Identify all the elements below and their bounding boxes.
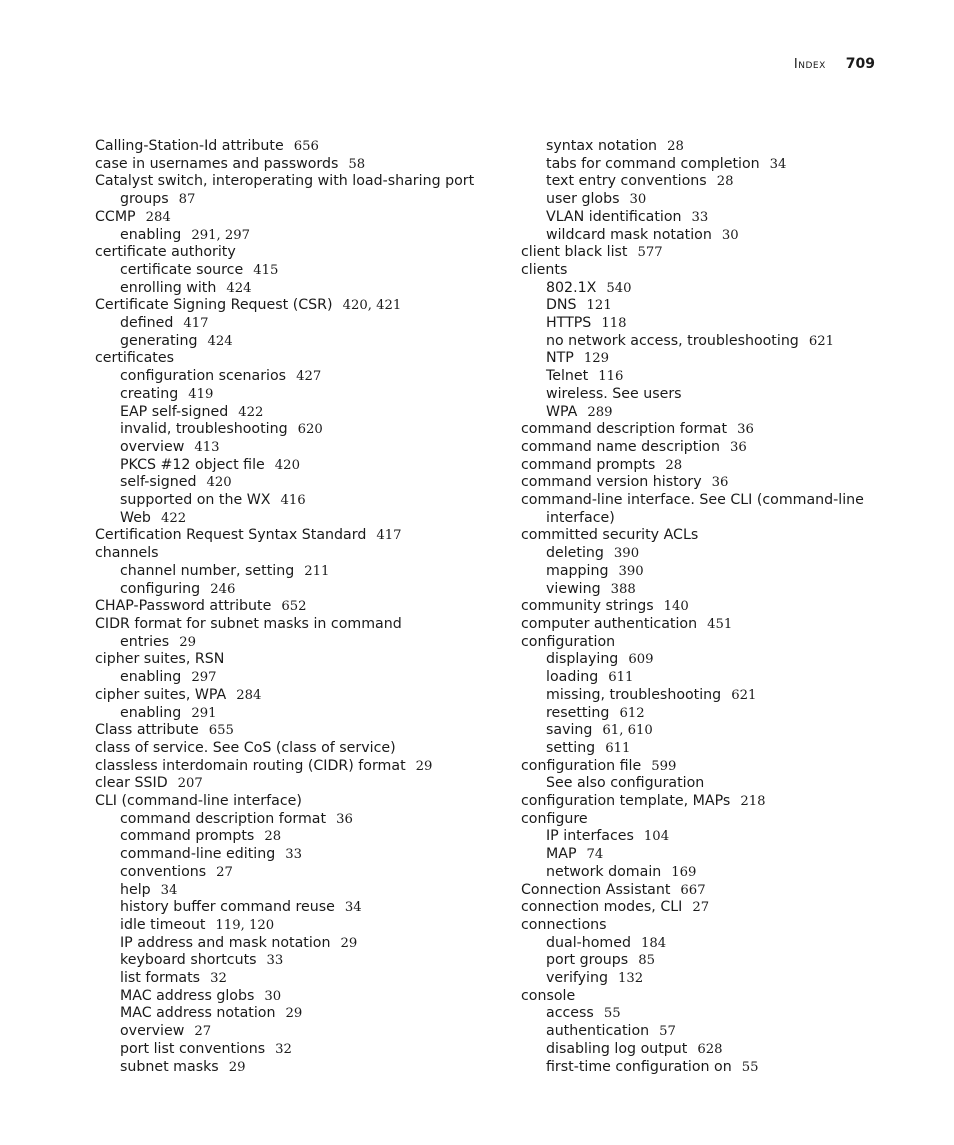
entry-pages: 451 xyxy=(707,616,733,632)
entry-pages: 207 xyxy=(177,776,203,792)
entry-term: Catalyst switch, interoperating with load-sharing port groups xyxy=(95,173,475,208)
index-entry xyxy=(521,244,871,262)
index-subentry xyxy=(95,386,475,404)
entry-term: access xyxy=(546,1005,594,1022)
entry-term: tabs for command completion xyxy=(546,155,760,172)
entry-term: case in usernames and passwords xyxy=(95,155,339,172)
entry-term: idle timeout xyxy=(120,916,206,933)
entry-term: Certification Request Syntax Standard xyxy=(95,527,367,544)
entry-pages: 609 xyxy=(628,652,654,668)
entry-term: wildcard mask notation xyxy=(546,226,712,243)
entry-term: classless interdomain routing (CIDR) format xyxy=(95,757,406,774)
index-subentry xyxy=(95,899,475,917)
index-entry xyxy=(521,811,871,829)
index-subentry xyxy=(521,1023,871,1041)
entry-term: setting xyxy=(546,739,596,756)
entry-term: 802.1X xyxy=(546,279,597,296)
entry-term: command prompts xyxy=(521,456,656,473)
entry-term: console xyxy=(521,987,576,1004)
index-entry xyxy=(521,439,871,457)
entry-term: CIDR format for subnet masks in command entries xyxy=(95,615,402,650)
index-subentry xyxy=(521,297,871,315)
entry-pages: 118 xyxy=(601,316,627,332)
entry-pages: 656 xyxy=(293,139,319,154)
entry-term: enrolling with xyxy=(120,279,217,296)
entry-pages: 291, 297 xyxy=(191,227,251,243)
entry-term: Certificate Signing Request (CSR) xyxy=(95,297,333,314)
entry-pages: 620 xyxy=(297,422,323,438)
index-subentry xyxy=(95,1023,475,1041)
entry-pages: 27 xyxy=(692,900,710,916)
entry-pages: 284 xyxy=(145,209,171,225)
entry-pages: 27 xyxy=(216,864,233,880)
entry-term: NTP xyxy=(546,350,574,367)
index-subentry xyxy=(521,368,871,386)
index-entry xyxy=(521,262,871,280)
index-entry xyxy=(521,758,871,776)
entry-term: CHAP-Password attribute xyxy=(95,598,272,615)
entry-term: certificate source xyxy=(120,261,244,278)
index-subentry xyxy=(521,173,871,191)
index-entry xyxy=(95,722,475,740)
entry-term: command description format xyxy=(120,810,327,827)
entry-term: enabling xyxy=(120,226,182,243)
index-entry xyxy=(521,492,871,527)
index-entry xyxy=(521,917,871,935)
entry-pages: 33 xyxy=(266,953,284,969)
entry-term: loading xyxy=(546,669,599,686)
index-entry xyxy=(521,527,871,545)
index-entry xyxy=(95,687,475,705)
index-subentry xyxy=(95,864,475,882)
entry-term: invalid, troubleshooting xyxy=(120,421,288,438)
index-subentry xyxy=(95,669,475,687)
index-subentry xyxy=(521,563,871,581)
index-entry xyxy=(521,634,871,652)
entry-term: configure xyxy=(521,810,588,827)
entry-pages: 416 xyxy=(280,493,306,509)
entry-term: VLAN identification xyxy=(546,208,682,225)
entry-term: command prompts xyxy=(120,828,255,845)
entry-pages: 611 xyxy=(605,740,631,756)
index-entry xyxy=(95,758,475,776)
entry-pages: 32 xyxy=(275,1041,292,1057)
entry-term: configuration xyxy=(521,633,616,650)
entry-term: computer authentication xyxy=(521,615,698,632)
index-subentry xyxy=(95,474,475,492)
entry-term: connections xyxy=(521,916,607,933)
entry-pages: 28 xyxy=(665,457,683,473)
entry-pages: 28 xyxy=(716,174,734,190)
entry-term: network domain xyxy=(546,863,662,880)
entry-term: Connection Assistant xyxy=(521,881,671,898)
index-subentry xyxy=(95,280,475,298)
entry-pages: 540 xyxy=(606,280,632,296)
entry-term: IP interfaces xyxy=(546,828,634,845)
index-entry xyxy=(95,173,475,208)
entry-term: configuring xyxy=(120,580,201,597)
index-subentry xyxy=(521,280,871,298)
entry-term: MAP xyxy=(546,846,577,863)
index-entry xyxy=(95,545,475,563)
page-number: 709 xyxy=(845,56,875,72)
entry-pages: 36 xyxy=(711,475,729,491)
entry-term: PKCS #12 object file xyxy=(120,456,265,473)
entry-term: verifying xyxy=(546,970,608,987)
index-subentry xyxy=(95,368,475,386)
entry-pages: 417 xyxy=(376,528,402,544)
entry-pages: 33 xyxy=(691,209,709,225)
entry-pages: 424 xyxy=(207,333,233,349)
entry-term: class of service. See CoS (class of service) xyxy=(95,739,396,756)
entry-term: EAP self-signed xyxy=(120,403,229,420)
index-subentry xyxy=(521,970,871,988)
index-subentry xyxy=(521,775,871,793)
index-subentry xyxy=(95,705,475,723)
entry-term: cipher suites, WPA xyxy=(95,686,227,703)
entry-term: no network access, troubleshooting xyxy=(546,332,799,349)
entry-pages: 104 xyxy=(643,829,670,845)
index-subentry xyxy=(521,651,871,669)
entry-pages: 27 xyxy=(194,1024,212,1040)
entry-term: command description format xyxy=(521,421,728,438)
entry-pages: 29 xyxy=(415,758,433,774)
entry-term: Calling-Station-Id attribute xyxy=(95,138,284,154)
index-entry xyxy=(521,793,871,811)
index-subentry xyxy=(95,846,475,864)
entry-term: certificates xyxy=(95,350,174,367)
entry-pages: 621 xyxy=(808,333,834,349)
index-entry xyxy=(521,457,871,475)
index-entry xyxy=(95,616,475,651)
index-subentry xyxy=(95,1059,475,1077)
entry-pages: 420 xyxy=(274,457,300,473)
entry-term: first-time configuration on xyxy=(546,1058,732,1075)
entry-pages: 129 xyxy=(583,351,610,367)
entry-pages: 420, 421 xyxy=(342,298,402,314)
index-subentry xyxy=(95,262,475,280)
index-subentry xyxy=(95,510,475,528)
entry-term: DNS xyxy=(546,297,577,314)
index-subentry xyxy=(95,404,475,422)
index-subentry xyxy=(521,386,871,404)
entry-term: authentication xyxy=(546,1023,650,1040)
entry-term: connection modes, CLI xyxy=(521,899,683,916)
entry-pages: 58 xyxy=(348,156,366,172)
entry-term: self-signed xyxy=(120,474,197,491)
entry-pages: 33 xyxy=(285,847,303,863)
index-subentry xyxy=(95,988,475,1006)
index-entry xyxy=(95,297,475,315)
index-subentry xyxy=(95,315,475,333)
index-subentry xyxy=(521,227,871,245)
index-subentry xyxy=(521,1005,871,1023)
entry-term: See also configuration xyxy=(546,775,705,792)
entry-term: port list conventions xyxy=(120,1040,266,1057)
index-column-left xyxy=(95,138,475,1076)
index-entry xyxy=(95,775,475,793)
index-entry xyxy=(95,156,475,174)
index-subentry xyxy=(95,952,475,970)
entry-pages: 29 xyxy=(285,1006,303,1022)
entry-pages: 57 xyxy=(659,1024,676,1040)
entry-term: disabling log output xyxy=(546,1040,688,1057)
entry-term: user globs xyxy=(546,191,620,208)
index-entry xyxy=(521,899,871,917)
index-subentry xyxy=(521,935,871,953)
entry-term: deleting xyxy=(546,545,604,562)
entry-term: missing, troubleshooting xyxy=(546,686,722,703)
entry-pages: 621 xyxy=(731,687,757,703)
entry-term: mapping xyxy=(546,562,609,579)
entry-term: IP address and mask notation xyxy=(120,934,331,951)
index-entry xyxy=(521,598,871,616)
entry-term: configuration file xyxy=(521,757,642,774)
entry-pages: 291 xyxy=(191,705,217,721)
entry-pages: 29 xyxy=(228,1059,246,1075)
entry-term: WPA xyxy=(546,403,578,420)
index-entry xyxy=(95,138,475,156)
index-subentry xyxy=(95,935,475,953)
entry-term: committed security ACLs xyxy=(521,527,699,544)
entry-term: text entry conventions xyxy=(546,173,707,190)
index-subentry xyxy=(95,1041,475,1059)
entry-pages: 628 xyxy=(697,1041,723,1057)
entry-term: configuration scenarios xyxy=(120,368,287,385)
entry-pages: 599 xyxy=(651,758,677,774)
index-entry xyxy=(95,527,475,545)
entry-term: certificate authority xyxy=(95,244,236,261)
index-subentry xyxy=(95,439,475,457)
entry-term: Telnet xyxy=(546,368,589,385)
index-subentry xyxy=(521,864,871,882)
entry-pages: 413 xyxy=(194,439,220,455)
entry-pages: 29 xyxy=(179,634,196,650)
index-entry xyxy=(95,209,475,227)
index-column-right xyxy=(521,138,871,1076)
entry-term: conventions xyxy=(120,863,207,880)
entry-pages: 284 xyxy=(236,687,262,703)
index-subentry xyxy=(95,457,475,475)
entry-term: clients xyxy=(521,261,568,278)
entry-pages: 30 xyxy=(629,192,647,208)
entry-pages: 667 xyxy=(680,882,706,898)
index-entry xyxy=(95,350,475,368)
index-subentry xyxy=(95,333,475,351)
entry-term: channels xyxy=(95,545,159,562)
entry-pages: 116 xyxy=(598,369,624,385)
index-subentry xyxy=(521,828,871,846)
entry-term: subnet masks xyxy=(120,1058,219,1075)
index-subentry xyxy=(95,882,475,900)
entry-term: defined xyxy=(120,315,174,332)
entry-term: command-line interface. See CLI (command-line interface) xyxy=(521,492,864,526)
index-subentry xyxy=(521,545,871,563)
index-subentry xyxy=(521,350,871,368)
index-subentry xyxy=(521,705,871,723)
entry-pages: 424 xyxy=(226,280,252,296)
index-subentry xyxy=(521,846,871,864)
entry-pages: 140 xyxy=(663,599,689,615)
entry-term: viewing xyxy=(546,580,601,597)
index-entry xyxy=(521,988,871,1006)
entry-pages: 30 xyxy=(264,988,282,1004)
entry-pages: 246 xyxy=(210,581,236,597)
index-subentry xyxy=(521,315,871,333)
entry-pages: 211 xyxy=(304,563,330,579)
entry-term: enabling xyxy=(120,704,182,721)
index-subentry xyxy=(521,191,871,209)
index-entry xyxy=(95,793,475,811)
entry-term: command-line editing xyxy=(120,846,276,863)
entry-term: MAC address globs xyxy=(120,987,255,1004)
entry-pages: 61, 610 xyxy=(602,723,653,739)
entry-term: command name description xyxy=(521,438,720,455)
entry-pages: 422 xyxy=(238,404,264,420)
index-entry xyxy=(521,616,871,634)
entry-pages: 85 xyxy=(638,953,655,969)
index-subentry xyxy=(95,1005,475,1023)
entry-term: wireless. See users xyxy=(546,385,682,402)
entry-term: overview xyxy=(120,438,185,455)
running-header xyxy=(794,56,875,72)
entry-pages: 55 xyxy=(741,1059,759,1075)
entry-pages: 55 xyxy=(603,1006,621,1022)
entry-pages: 132 xyxy=(617,971,644,987)
index-subentry xyxy=(95,811,475,829)
entry-term: keyboard shortcuts xyxy=(120,952,257,969)
index-subentry xyxy=(95,421,475,439)
entry-term: resetting xyxy=(546,704,610,721)
entry-pages: 36 xyxy=(336,811,353,827)
entry-pages: 611 xyxy=(608,670,634,686)
entry-term: saving xyxy=(546,722,593,739)
entry-term: syntax notation xyxy=(546,138,658,154)
entry-pages: 34 xyxy=(769,156,787,172)
index-subentry xyxy=(95,917,475,935)
index-entry xyxy=(95,244,475,262)
index-subentry xyxy=(95,563,475,581)
entry-term: configuration template, MAPs xyxy=(521,793,731,810)
entry-pages: 169 xyxy=(671,864,697,880)
entry-term: cipher suites, RSN xyxy=(95,651,225,668)
entry-pages: 28 xyxy=(667,139,684,154)
entry-pages: 36 xyxy=(729,439,747,455)
entry-pages: 184 xyxy=(640,935,667,951)
index-subentry xyxy=(521,156,871,174)
index-subentry xyxy=(521,740,871,758)
entry-term: help xyxy=(120,881,151,898)
entry-pages: 390 xyxy=(618,563,644,579)
entry-pages: 577 xyxy=(637,245,663,261)
entry-term: supported on the WX xyxy=(120,492,271,509)
entry-term: list formats xyxy=(120,970,201,987)
index-entry xyxy=(521,882,871,900)
entry-pages: 297 xyxy=(191,670,217,686)
index-subentry xyxy=(521,687,871,705)
index-subentry xyxy=(521,669,871,687)
entry-term: dual-homed xyxy=(546,934,631,951)
entry-pages: 32 xyxy=(210,971,227,987)
index-subentry xyxy=(521,1059,871,1077)
index-subentry xyxy=(521,1041,871,1059)
entry-pages: 420 xyxy=(206,475,232,491)
entry-pages: 652 xyxy=(281,599,307,615)
entry-pages: 34 xyxy=(160,882,178,898)
index-entry xyxy=(95,651,475,669)
entry-term: CLI (command-line interface) xyxy=(95,793,302,810)
entry-term: Web xyxy=(120,509,151,526)
entry-term: port groups xyxy=(546,952,629,969)
entry-term: CCMP xyxy=(95,208,136,225)
index-subentry xyxy=(95,492,475,510)
entry-term: Class attribute xyxy=(95,722,199,739)
entry-term: displaying xyxy=(546,651,619,668)
entry-pages: 121 xyxy=(586,298,612,314)
index-subentry xyxy=(521,138,871,156)
entry-term: community strings xyxy=(521,598,654,615)
index-subentry xyxy=(95,227,475,245)
entry-term: HTTPS xyxy=(546,315,592,332)
entry-term: client black list xyxy=(521,244,628,261)
entry-pages: 29 xyxy=(340,935,358,951)
entry-pages: 419 xyxy=(188,386,214,402)
entry-term: channel number, setting xyxy=(120,562,295,579)
index-entry xyxy=(95,598,475,616)
entry-pages: 34 xyxy=(344,900,362,916)
entry-pages: 422 xyxy=(160,510,187,526)
index-subentry xyxy=(521,404,871,422)
entry-term: command version history xyxy=(521,474,702,491)
entry-pages: 87 xyxy=(178,192,196,208)
entry-pages: 388 xyxy=(610,581,636,597)
entry-term: overview xyxy=(120,1023,185,1040)
entry-term: creating xyxy=(120,385,179,402)
entry-pages: 74 xyxy=(586,847,604,863)
entry-pages: 655 xyxy=(208,723,234,739)
entry-term: generating xyxy=(120,332,198,349)
entry-pages: 612 xyxy=(619,705,645,721)
entry-pages: 415 xyxy=(253,262,279,278)
index-subentry xyxy=(95,970,475,988)
index-entry xyxy=(521,474,871,492)
index-subentry xyxy=(521,722,871,740)
entry-pages: 390 xyxy=(613,546,640,562)
index-subentry xyxy=(521,581,871,599)
entry-pages: 28 xyxy=(264,829,282,845)
entry-pages: 119, 120 xyxy=(215,917,275,933)
entry-term: MAC address notation xyxy=(120,1005,276,1022)
entry-term: enabling xyxy=(120,669,182,686)
index-subentry xyxy=(521,952,871,970)
index-entry xyxy=(95,740,475,758)
entry-pages: 30 xyxy=(721,227,739,243)
entry-pages: 289 xyxy=(587,404,613,420)
entry-pages: 427 xyxy=(296,369,322,385)
index-subentry xyxy=(95,581,475,599)
index-subentry xyxy=(95,828,475,846)
entry-pages: 218 xyxy=(740,794,766,810)
entry-pages: 417 xyxy=(183,316,209,332)
index-subentry xyxy=(521,209,871,227)
entry-pages: 36 xyxy=(737,422,754,438)
entry-term: history buffer command reuse xyxy=(120,899,335,916)
index-subentry xyxy=(521,333,871,351)
section-title: Index xyxy=(793,57,826,72)
index-entry xyxy=(521,421,871,439)
entry-term: clear SSID xyxy=(95,775,168,792)
